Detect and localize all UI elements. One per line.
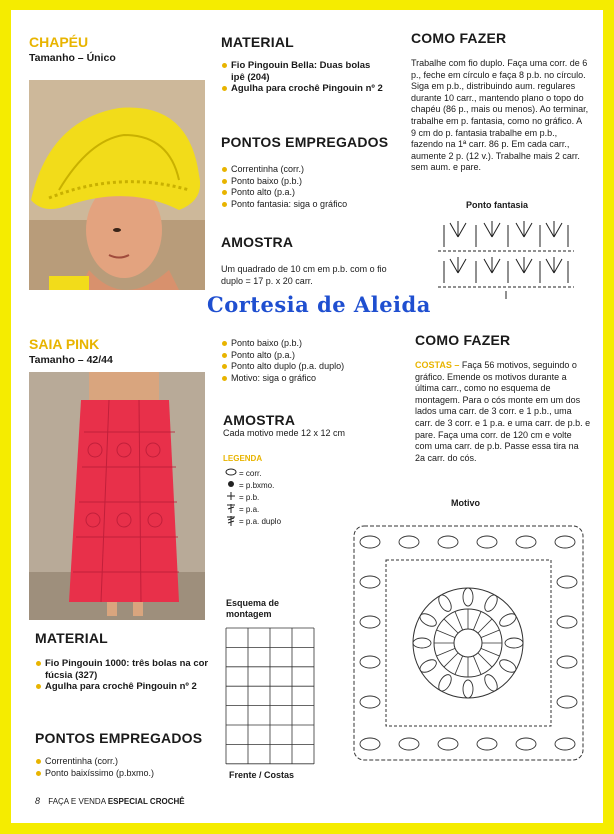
costas-text: Faça 56 motivos, seguindo o gráfico. Emende os motivos durante a última carr., como no esquema de montagem. Para o cós monte em um dos lados uma carr. de 3 corr. e 1 p.b., uma carr. de 3 corr. e 1 p.a. e uma carr. de p.b. e pare. Faça uma corr. de 120 cm e volte com uma carr. de p.b. Passe essa tira na 2a carr. do cós. xyxy=(415,360,591,463)
hat-amostra-text: Um quadrado de 10 cm em p.b. com o fio duplo = 17 p. x 20 carr. xyxy=(221,264,387,286)
list-item: Ponto baixo (p.b.) xyxy=(221,338,396,350)
hat-size: Tamanho – Único xyxy=(29,52,116,64)
legend-title: LEGENDA xyxy=(223,454,263,463)
hat-amostra-title: AMOSTRA xyxy=(221,234,294,250)
motivo-chart-icon xyxy=(346,518,591,768)
edition-name: ESPECIAL CROCHÊ xyxy=(107,797,185,806)
esquema-grid-icon xyxy=(224,626,316,766)
list-item: Correntinha (corr.) xyxy=(221,164,386,176)
motivo-label: Motivo xyxy=(451,498,480,508)
page-footer xyxy=(35,796,185,806)
list-item: Motivo: siga o gráfico xyxy=(221,373,396,385)
skirt-como-text xyxy=(415,360,591,464)
skirt-amostra-text: Cada motivo mede 12 x 12 cm xyxy=(223,428,346,438)
skirt-amostra-title: AMOSTRA xyxy=(223,412,296,428)
oval-chain-icon xyxy=(223,468,239,480)
woman-with-yellow-crochet-hat-icon xyxy=(29,80,205,290)
skirt-material-title: MATERIAL xyxy=(35,630,108,646)
esquema-caption: Frente / Costas xyxy=(229,770,295,780)
skirt-material-list xyxy=(35,658,215,693)
hat-pontos-list xyxy=(221,164,386,210)
legend-row: = corr. xyxy=(223,468,281,480)
watermark-text: Cortesia de Aleida xyxy=(207,292,431,317)
hat-pontos-title: PONTOS EMPREGADOS xyxy=(221,134,389,150)
skirt-title: SAIA PINK xyxy=(29,336,100,352)
hat-material-list xyxy=(221,60,386,95)
double-cross-icon xyxy=(223,515,239,530)
list-item: Agulha para crochê Pingouin nº 2 xyxy=(221,83,386,95)
skirt-size: Tamanho – 42/44 xyxy=(29,354,113,366)
list-item: Fio Pingouin 1000: três bolas na cor fúcsia (327) xyxy=(35,658,215,681)
list-item: Ponto alto (p.a.) xyxy=(221,187,386,199)
woman-in-pink-crochet-skirt-icon xyxy=(29,372,205,620)
list-item: Agulha para crochê Pingouin nº 2 xyxy=(35,681,215,693)
legend-row: = p.a. xyxy=(223,504,281,516)
legend-row: = p.a. duplo xyxy=(223,516,281,528)
hat-como-text: Trabalhe com fio duplo. Faça uma corr. de 6 p., feche em círculo e faça 8 p.b. no círculo. Siga em p.b., distribuindo aum. regulares durante 10 carr., mantendo plano o topo do chapéu (86 p., mais ou menos). Ao terminar, trabalhe em p. fantasia, como no gráfico. A 9 cm do p. fantasia trabalhe em p.b., fazendo na 1ª carr. 86 p. Em cada carr., aumente 2 p. (12 v.). Trabalhe mais 2 carr. sem aum. e pare. xyxy=(411,58,589,173)
esquema-title: Esquema de montagem xyxy=(226,598,280,619)
magazine-page xyxy=(11,10,603,823)
skirt-pontos-top-list xyxy=(221,338,396,384)
legend-row: = p.b. xyxy=(223,492,281,504)
list-item: Ponto baixo (p.b.) xyxy=(221,176,386,188)
hat-como-title: COMO FAZER xyxy=(411,30,507,46)
hat-title: CHAPÉU xyxy=(29,34,89,50)
hat-photo xyxy=(29,80,205,290)
skirt-photo xyxy=(29,372,205,620)
list-item: Ponto fantasia: siga o gráfico xyxy=(221,199,386,211)
skirt-pontos-title: PONTOS EMPREGADOS xyxy=(35,730,203,746)
hat-material-title: MATERIAL xyxy=(221,34,294,50)
skirt-pontos-list xyxy=(35,756,215,779)
skirt-como-title: COMO FAZER xyxy=(415,332,511,348)
list-item: Ponto alto duplo (p.a. duplo) xyxy=(221,361,396,373)
list-item: Ponto baixíssimo (p.bxmo.) xyxy=(35,768,215,780)
list-item: Fio Pingouin Bella: Duas bolas ipê (204) xyxy=(221,60,386,83)
legend-row: = p.bxmo. xyxy=(223,480,281,492)
page-number: 8 xyxy=(35,796,41,806)
legend xyxy=(223,468,281,528)
ponto-fantasia-label: Ponto fantasia xyxy=(466,200,529,210)
ponto-fantasia-chart-icon xyxy=(436,215,576,300)
list-item: Correntinha (corr.) xyxy=(35,756,215,768)
publication-name: FAÇA E VENDA xyxy=(48,797,106,806)
costas-lead: COSTAS – xyxy=(415,360,460,370)
list-item: Ponto alto (p.a.) xyxy=(221,350,396,362)
